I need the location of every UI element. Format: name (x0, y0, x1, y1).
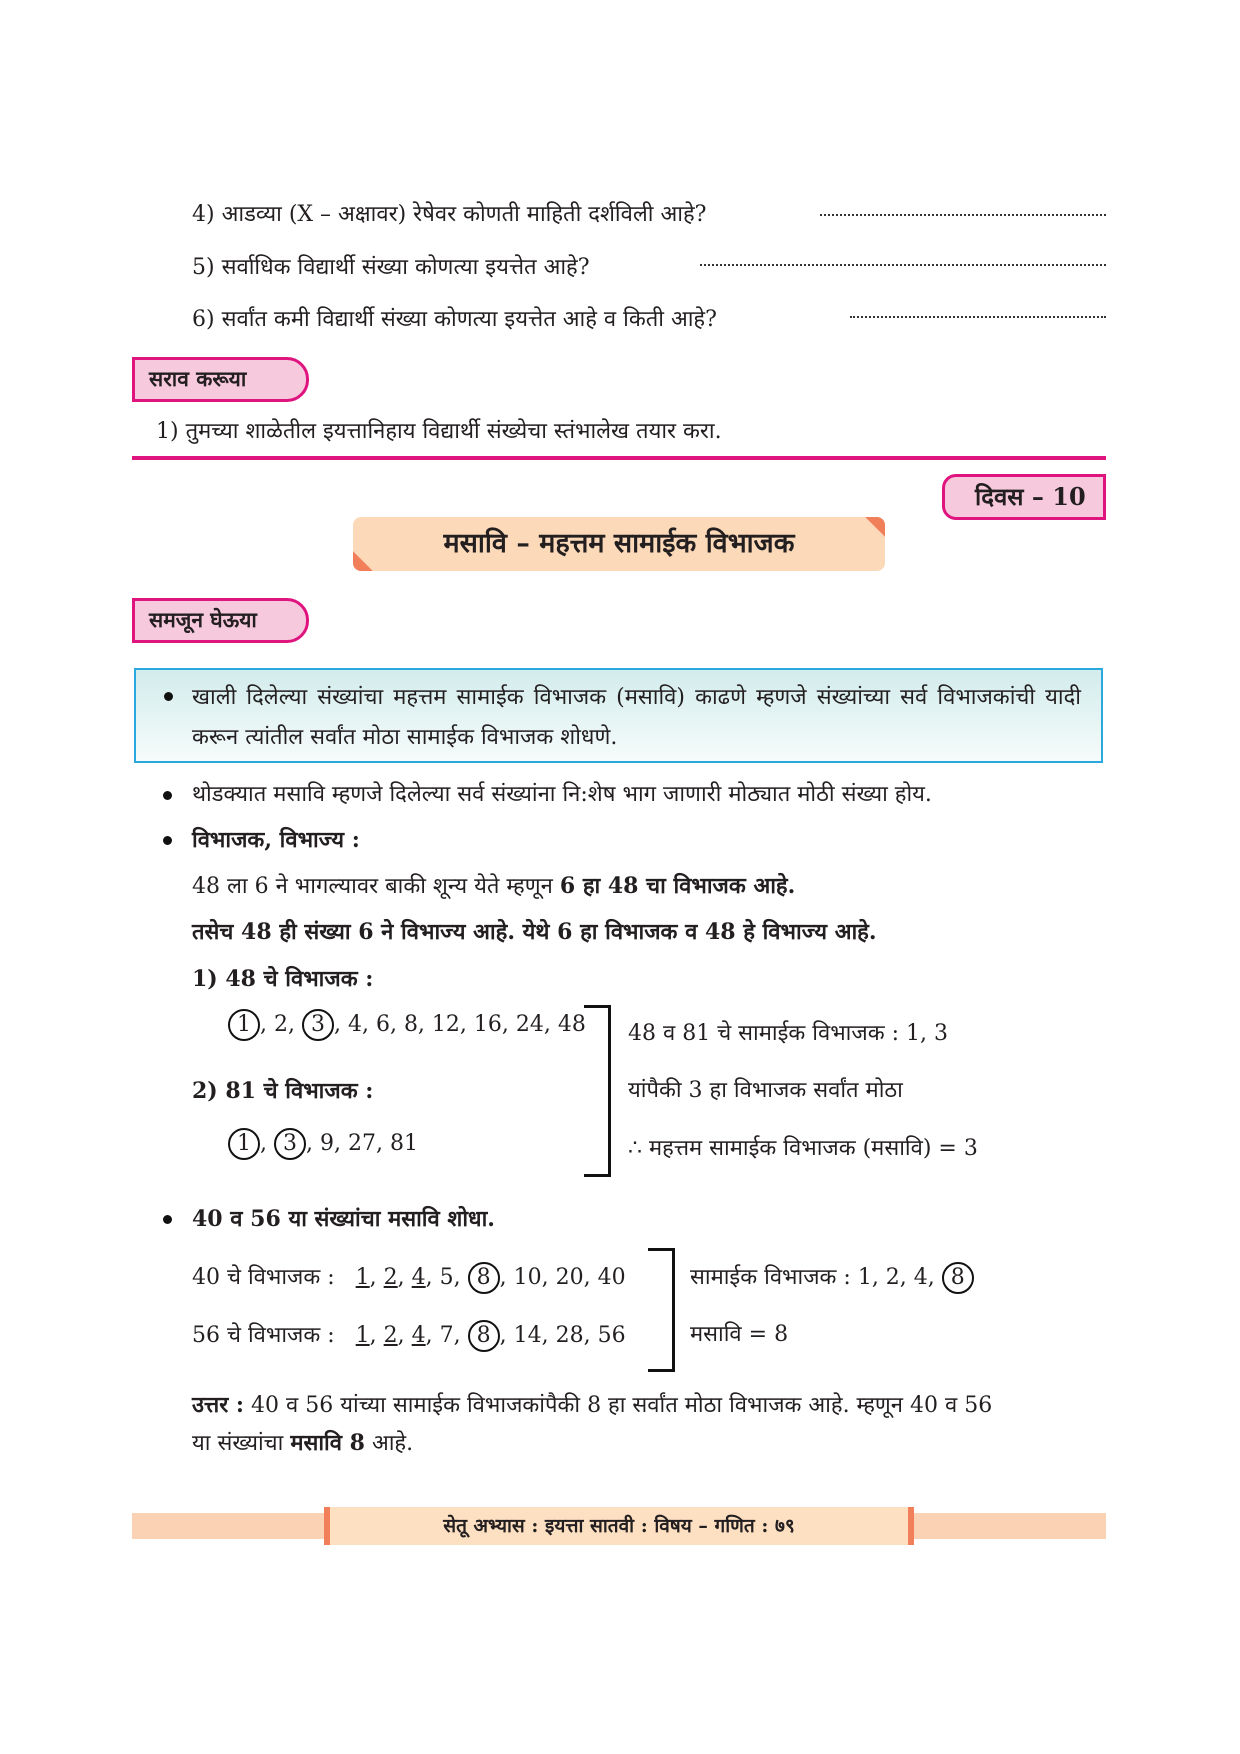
title-banner (353, 517, 885, 571)
short-definition: थोडक्यात मसावि म्हणजे दिलेल्या सर्व संख्यांना नि:शेष भाग जाणारी मोठ्यात मोठी संख्या होय. (192, 782, 932, 807)
common-divisors-48-81: 48 व 81 चे सामाईक विभाजक : 1, 3 (628, 1021, 948, 1046)
divisors-48-heading: 1) 48 चे विभाजक : (192, 966, 374, 992)
day-badge: दिवस – 10 (942, 474, 1106, 520)
practice-tag: सराव करूया (132, 357, 309, 402)
divisors-48: 1 , 2, 3 , 4, 6, 8, 12, 16, 24, 48 (228, 1009, 586, 1041)
bullet (163, 836, 172, 845)
bullet (163, 791, 172, 800)
divisors-56: 56 चे विभाजक : 1, 2, 4, 7, 8 , 14, 28, 56 (192, 1320, 626, 1352)
circled-divisor: 3 (302, 1009, 334, 1041)
divisor-heading: विभाजक, विभाज्य : (192, 827, 360, 853)
divisors-81: 1 , 3 , 9, 27, 81 (228, 1128, 418, 1160)
info-text: खाली दिलेल्या संख्यांचा महत्तम सामाईक विभाजक (मसावि) काढणे म्हणजे संख्यांच्या सर्व विभाजकांची यादी करून त्यांतील सर्वांत मोठा सामाईक विभाजक शोधणे. (192, 685, 1081, 750)
page-title: मसावि – महत्तम सामाईक विभाजक (443, 528, 795, 559)
answer-line-1: उत्तर : 40 व 56 यांच्या सामाईक विभाजकांपैकी 8 हा सर्वांत मोठा विभाजक आहे. म्हणून 40 व 56 (192, 1392, 993, 1418)
gcd-result-40-56: मसावि = 8 (690, 1322, 789, 1347)
bracket (648, 1248, 675, 1372)
circled-divisor: 1 (228, 1009, 260, 1041)
largest-divisor-note: यांपैकी 3 हा विभाजक सर्वांत मोठा (628, 1078, 903, 1103)
divisor-line-2: तसेच 48 ही संख्या 6 ने विभाज्य आहे. येथे 6 हा विभाजक व 48 हे विभाज्य आहे. (192, 919, 877, 945)
divisors-81-heading: 2) 81 चे विभाजक : (192, 1078, 374, 1104)
circled-divisor: 8 (468, 1262, 500, 1294)
common-divisors-40-56: सामाईक विभाजक : 1, 2, 4, 8 (690, 1262, 974, 1294)
bullet (164, 692, 173, 701)
circled-divisor: 1 (228, 1128, 260, 1160)
answer-line-5 (700, 264, 1106, 266)
divisors-40: 40 चे विभाजक : 1, 2, 4, 5, 8 , 10, 20, 40 (192, 1262, 626, 1294)
info-box (134, 668, 1103, 763)
question-6: 6) सर्वांत कमी विद्यार्थी संख्या कोणत्या इयत्तेत आहे व किती आहे? (192, 307, 717, 332)
page-footer: सेतू अभ्यास : इयत्ता सातवी : विषय – गणित : ७९ (324, 1507, 914, 1545)
gcd-result-48-81: ∴ महत्तम सामाईक विभाजक (मसावि) = 3 (628, 1136, 978, 1161)
section-divider (132, 456, 1106, 460)
answer-line-2: या संख्यांचा मसावि 8 आहे. (192, 1430, 414, 1456)
answer-line-4 (820, 214, 1106, 216)
bullet (163, 1215, 172, 1224)
practice-item: 1) तुमच्या शाळेतील इयत्तानिहाय विद्यार्थी संख्येचा स्तंभालेख तयार करा. (156, 419, 722, 444)
question-4: 4) आडव्या (X – अक्षावर) रेषेवर कोणती माहिती दर्शविली आहे? (192, 202, 707, 227)
divisor-line-1: 48 ला 6 ने भागल्यावर बाकी शून्य येते म्हणून 6 हा 48 चा विभाजक आहे. (192, 873, 796, 899)
bracket (584, 1005, 611, 1177)
circled-divisor: 3 (274, 1128, 306, 1160)
example-2-heading: 40 व 56 या संख्यांचा मसावि शोधा. (192, 1206, 495, 1232)
answer-line-6 (850, 316, 1106, 318)
question-5: 5) सर्वाधिक विद्यार्थी संख्या कोणत्या इयत्तेत आहे? (192, 255, 590, 280)
circled-divisor: 8 (942, 1262, 974, 1294)
understand-tag: समजून घेऊया (132, 598, 309, 643)
circled-divisor: 8 (468, 1320, 500, 1352)
